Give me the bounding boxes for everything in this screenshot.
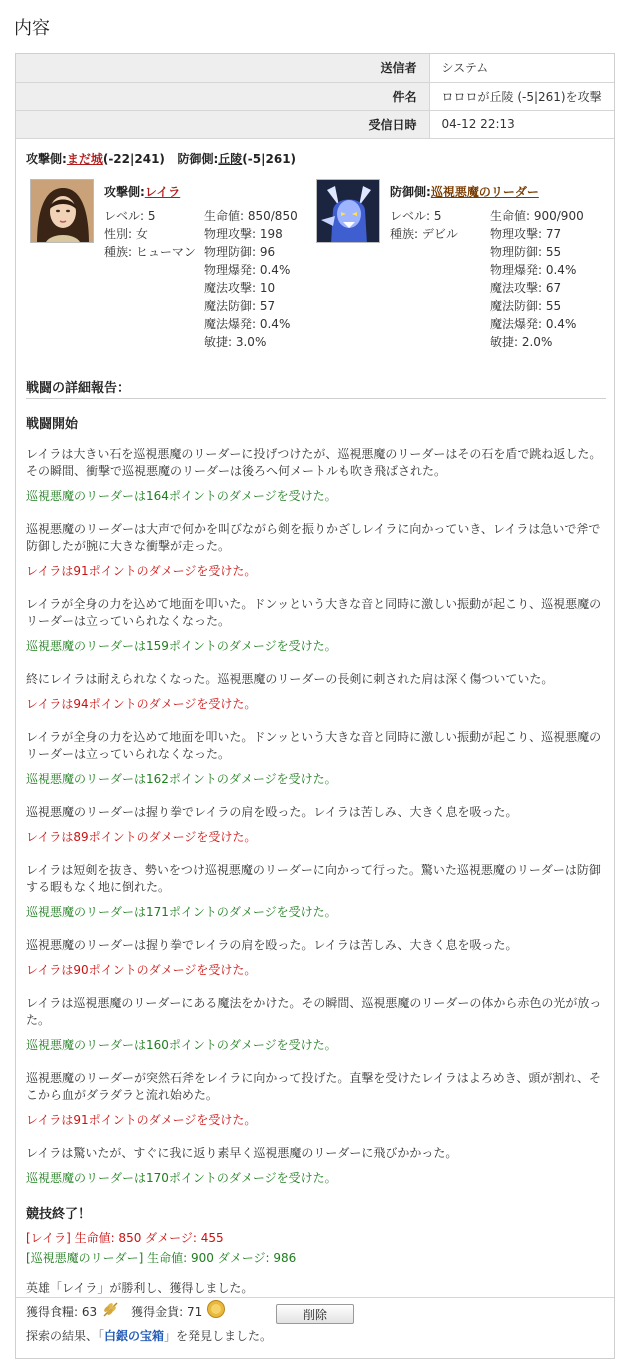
report-content	[26, 150, 606, 1347]
stat-mag-def: 魔法防御: 57	[204, 299, 276, 313]
stat-phys-def: 物理防御: 55	[490, 245, 562, 259]
stat-phys-atk: 物理攻撃: 198	[204, 227, 283, 241]
date-label: 受信日時	[16, 110, 429, 138]
stat-mag-crit: 魔法爆発: 0.4%	[204, 317, 291, 331]
stat-gender: 性別: 女	[104, 227, 148, 241]
sides-summary	[26, 150, 606, 167]
battle-end-heading: 競技終了！	[26, 1207, 92, 1222]
log-damage: 巡視悪魔のリーダーは170ポイントのダメージを受けた。	[26, 1171, 337, 1185]
log-damage: 巡視悪魔のリーダーは171ポイントのダメージを受けた。	[26, 905, 337, 919]
defender-basic-stats	[390, 207, 490, 243]
reward-gold: 獲得金貨: 71	[131, 1305, 203, 1319]
sender-value: システム	[429, 54, 614, 82]
log-entry	[26, 521, 606, 580]
message-box	[15, 53, 615, 1359]
stat-mag-atk: 魔法攻撃: 67	[490, 281, 562, 295]
log-damage: レイラは91ポイントのダメージを受けた。	[26, 1113, 257, 1127]
stat-mag-atk: 魔法攻撃: 10	[204, 281, 276, 295]
stat-phys-def: 物理防御: 96	[204, 245, 276, 259]
log-action: 巡視悪魔のリーダーは握り拳でレイラの肩を殴った。レイラは苦しみ、大きく息を吸った。	[26, 938, 518, 952]
log-action: レイラは大きい石を巡視悪魔のリーダーに投げつけたが、巡視悪魔のリーダーはその石を盾で跳ね返した。その瞬間、衝撃で巡視悪魔のリーダーは後ろへ何メートルも吹き飛ばされた。	[26, 447, 602, 478]
reward-food: 獲得食糧: 63	[26, 1305, 98, 1319]
stat-phys-crit: 物理爆発: 0.4%	[490, 263, 577, 277]
log-entry	[26, 671, 606, 713]
subject-label: 件名	[16, 82, 429, 110]
stat-hp: 生命値: 900/900	[490, 209, 584, 223]
result-attacker: [レイラ] 生命値: 850 ダメージ: 455	[26, 1231, 224, 1245]
log-entry	[26, 446, 606, 505]
log-action: レイラは驚いたが、すぐに我に返り素早く巡視悪魔のリーダーに飛びかかった。	[26, 1146, 458, 1160]
log-damage: 巡視悪魔のリーダーは164ポイントのダメージを受けた。	[26, 489, 337, 503]
result-defender: [巡視悪魔のリーダー] 生命値: 900 ダメージ: 986	[26, 1251, 297, 1265]
attacker-coord: (-22|241)	[102, 152, 165, 166]
defender-title: 防御側:	[390, 185, 431, 199]
log-action: 終にレイラは耐えられなくなった。巡視悪魔のリーダーの長剣に刺された肩は深く傷ついていた。	[26, 672, 554, 686]
log-damage: レイラは89ポイントのダメージを受けた。	[26, 830, 257, 844]
stat-level: レベル: 5	[390, 209, 442, 223]
stat-mag-crit: 魔法爆発: 0.4%	[490, 317, 577, 331]
stat-race: 種族: デビル	[390, 227, 458, 241]
explore-prefix: 探索の結果、「	[26, 1329, 105, 1343]
log-action: レイラが全身の力を込めて地面を叩いた。ドンッという大きな音と同時に激しい振動が起こり、巡視悪魔のリーダーは立っていられなくなった。	[26, 730, 602, 761]
log-damage: レイラは91ポイントのダメージを受けた。	[26, 564, 257, 578]
log-action: 巡視悪魔のリーダーは大声で何かを叫びながら剣を振りかざしレイラに向かっていき、レイラは急いで斧で防御したが腕に大きな衝撃が走った。	[26, 522, 601, 553]
log-action: レイラは短剣を抜き、勢いをつけ巡視悪魔のリーダーに向かって行った。驚いた巡視悪魔のリーダーは防御する暇もなく地に倒れた。	[26, 863, 601, 894]
stat-race: 種族: ヒューマン	[104, 245, 196, 259]
action-bar	[16, 1297, 614, 1330]
explore-suffix: 」を発見しました。	[164, 1329, 273, 1343]
stat-agility: 敏捷: 3.0%	[204, 335, 267, 349]
log-entry	[26, 1070, 606, 1129]
attacker-avatar	[30, 179, 94, 243]
date-value: 04-12 22:13	[429, 110, 614, 138]
stat-mag-def: 魔法防御: 55	[490, 299, 562, 313]
defender-combat-stats	[490, 207, 606, 351]
victory-text: 英雄「レイラ」が勝利し、獲得しました。	[26, 1281, 254, 1295]
log-action: レイラは巡視悪魔のリーダーにある魔法をかけた。その瞬間、巡視悪魔のリーダーの体から赤色の光が放った。	[26, 996, 602, 1027]
stat-hp: 生命値: 850/850	[204, 209, 298, 223]
defender-coord: (-5|261)	[242, 152, 297, 166]
stat-level: レベル: 5	[104, 209, 156, 223]
defender-city-link[interactable]: 丘陵	[218, 152, 243, 166]
defender-heading	[390, 183, 539, 200]
fighters-panel	[26, 179, 606, 369]
log-entry	[26, 804, 606, 846]
log-damage: 巡視悪魔のリーダーは159ポイントのダメージを受けた。	[26, 639, 337, 653]
stat-agility: 敏捷: 2.0%	[490, 335, 553, 349]
log-entry	[26, 1145, 606, 1187]
report-heading: 戦闘の詳細報告：	[26, 377, 606, 399]
log-action: レイラが全身の力を込めて地面を叩いた。ドンッという大きな音と同時に激しい振動が起こり、巡視悪魔のリーダーは立っていられなくなった。	[26, 597, 602, 628]
battle-start-heading: 戦闘開始	[26, 417, 79, 432]
stat-phys-atk: 物理攻撃: 77	[490, 227, 562, 241]
log-action: 巡視悪魔のリーダーが突然石斧をレイラに向かって投げた。直撃を受けたレイラはよろめき、頭が割れ、そこから血がダラダラと流れ始めた。	[26, 1071, 602, 1102]
attacker-prefix: 攻撃側:	[26, 152, 67, 166]
log-damage: 巡視悪魔のリーダーは162ポイントのダメージを受けた。	[26, 772, 337, 786]
attacker-combat-stats	[204, 207, 320, 351]
subject-value: ロロロが丘陵 (-5|261)を攻撃	[429, 82, 614, 110]
defender-avatar	[316, 179, 380, 243]
log-damage: レイラは90ポイントのダメージを受けた。	[26, 963, 257, 977]
sender-label: 送信者	[16, 54, 429, 82]
log-action: 巡視悪魔のリーダーは握り拳でレイラの肩を殴った。レイラは苦しみ、大きく息を吸った。	[26, 805, 518, 819]
explore-item: 白銀の宝箱	[104, 1329, 165, 1343]
attacker-basic-stats	[104, 207, 204, 261]
stat-phys-crit: 物理爆発: 0.4%	[204, 263, 291, 277]
delete-button[interactable]: 削除	[276, 1304, 354, 1324]
log-damage: レイラは94ポイントのダメージを受けた。	[26, 697, 257, 711]
battle-log	[26, 446, 606, 1187]
defender-prefix: 防御側:	[177, 152, 219, 166]
log-entry	[26, 729, 606, 788]
log-damage: 巡視悪魔のリーダーは160ポイントのダメージを受けた。	[26, 1038, 337, 1052]
defender-name-link[interactable]: 巡視悪魔のリーダー	[430, 185, 539, 199]
attacker-city-link[interactable]: まだ城	[66, 152, 103, 166]
log-entry	[26, 596, 606, 655]
page-title: 内容	[14, 18, 50, 39]
log-entry	[26, 995, 606, 1054]
message-header	[16, 54, 614, 139]
log-entry	[26, 937, 606, 979]
attacker-name-link[interactable]: レイラ	[144, 185, 181, 199]
log-entry	[26, 862, 606, 921]
attacker-heading	[104, 183, 180, 200]
attacker-title: 攻撃側:	[104, 185, 145, 199]
